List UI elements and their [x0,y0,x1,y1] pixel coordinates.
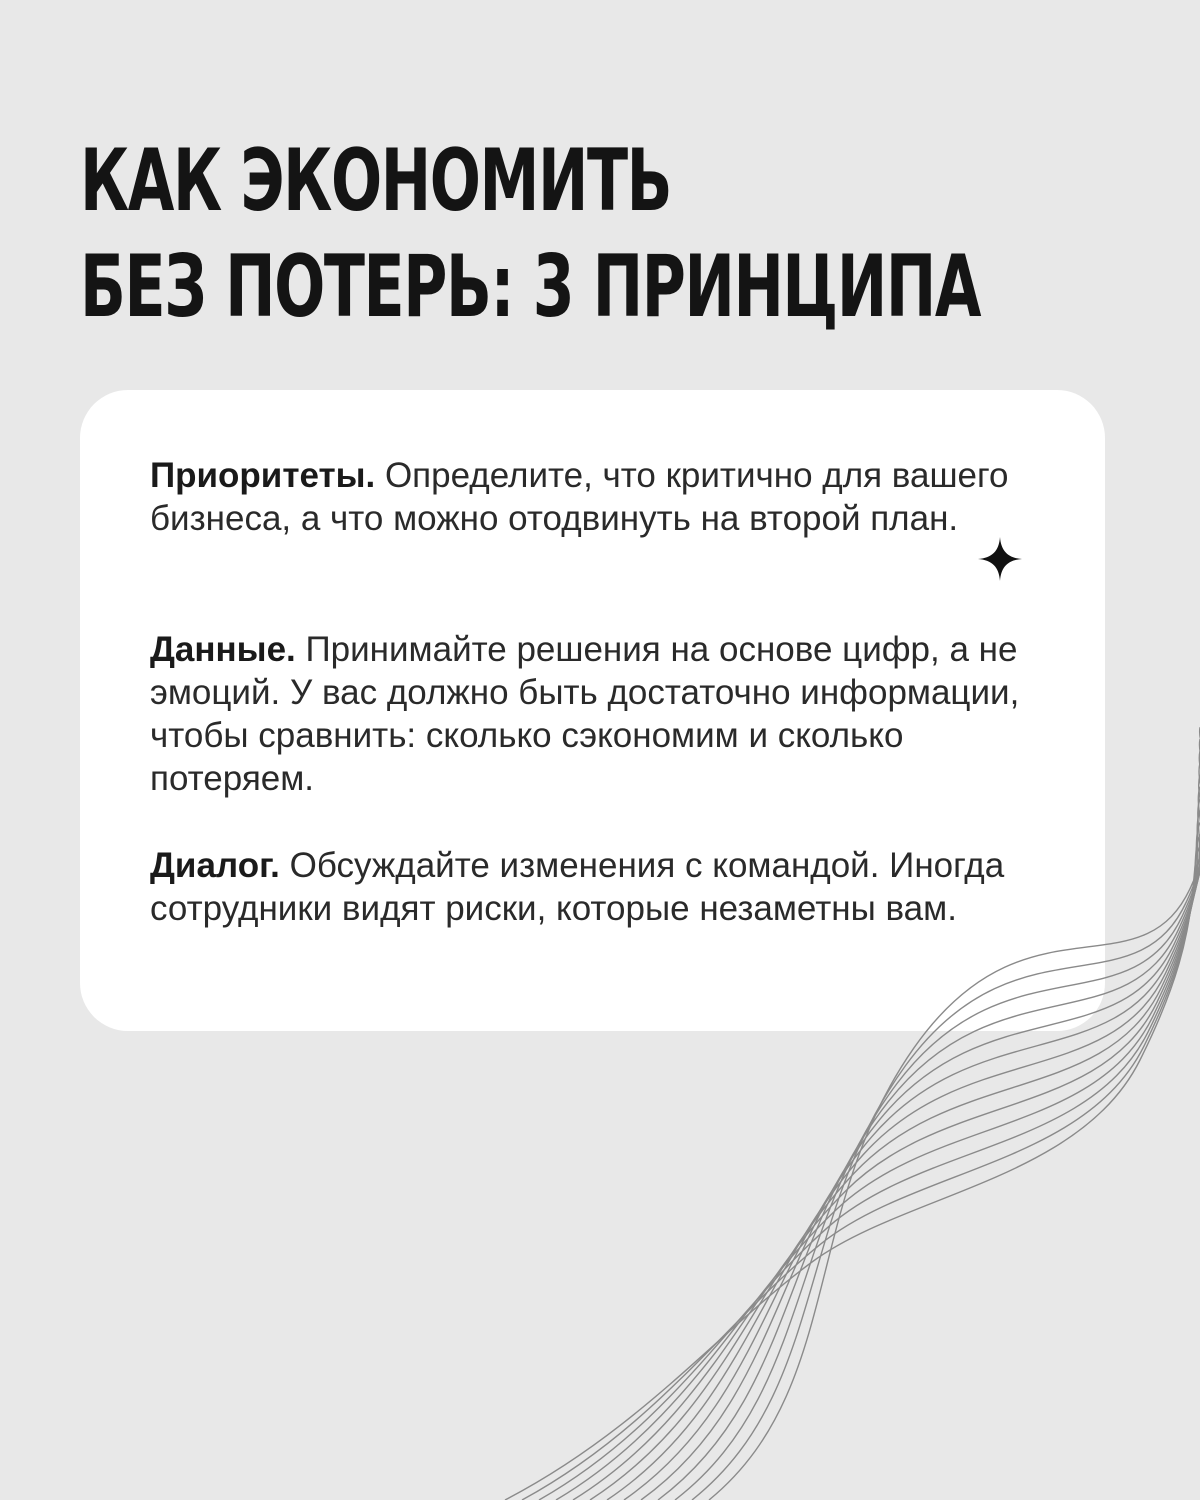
principle-text: Обсуждайте изменения с командой. Иногда сотрудники видят риски, которые незаметны вам. [150,846,1005,928]
title-line-1: КАК ЭКОНОМИТЬ [80,131,672,231]
four-point-star-icon [978,537,1022,581]
principle-data [150,628,1060,800]
principle-priorities [150,454,1060,540]
principle-text: Определите, что критично для вашего бизнеса, а что можно отодвинуть на второй план. [150,456,1009,538]
title-line-2: БЕЗ ПОТЕРЬ: 3 ПРИНЦИПА [80,237,981,337]
principle-heading: Приоритеты. [150,456,376,495]
principle-text: Принимайте решения на основе цифр, а не эмоций. У вас должно быть достаточно информации, чтобы сравнить: сколько сэкономим и сколько потеряем. [150,630,1020,798]
page-title [80,128,981,340]
principles-card [80,390,1105,1031]
principle-heading: Данные. [150,630,296,669]
principle-dialog [150,844,1060,930]
principle-heading: Диалог. [150,846,280,885]
